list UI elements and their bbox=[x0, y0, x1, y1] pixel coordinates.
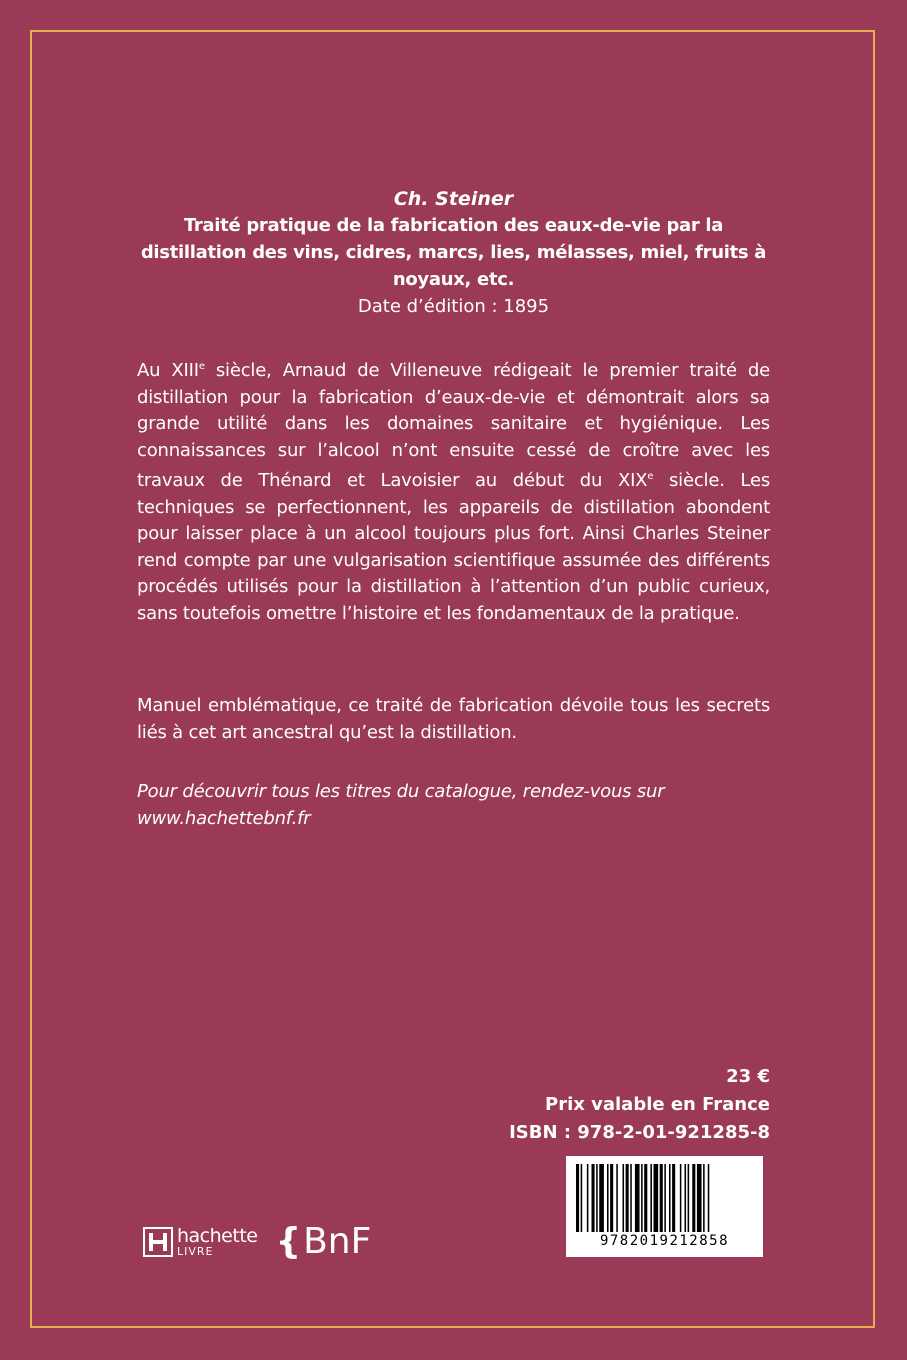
barcode-bar bbox=[680, 1164, 682, 1232]
price-amount: 23 € bbox=[726, 1066, 770, 1087]
edition-date: Date d’édition : 1895 bbox=[357, 296, 550, 317]
hachette-livre: LIVRE bbox=[177, 1245, 214, 1258]
barcode-bar bbox=[664, 1164, 666, 1232]
price-validity: Prix valable en France bbox=[545, 1094, 770, 1115]
barcode-bar bbox=[592, 1164, 595, 1232]
summary-paragraph-2: Manuel emblématique, ce traité de fabrication dévoile tous les secrets liés à cet art ancestral qu’est la distillation. bbox=[137, 695, 770, 743]
barcode-bar bbox=[697, 1164, 702, 1232]
isbn-barcode bbox=[566, 1156, 763, 1257]
barcode-bar bbox=[685, 1164, 687, 1232]
barcode-bar bbox=[607, 1164, 609, 1232]
barcode-bar bbox=[630, 1164, 632, 1232]
barcode-bar bbox=[587, 1164, 589, 1232]
superscript-e: e bbox=[647, 471, 654, 482]
barcode-bar bbox=[610, 1164, 613, 1232]
author-name: Ch. Steiner bbox=[393, 188, 514, 210]
barcode-bar bbox=[626, 1164, 629, 1232]
barcode-bar bbox=[596, 1164, 598, 1232]
barcode-bar bbox=[692, 1164, 695, 1232]
superscript-e: e bbox=[198, 361, 205, 372]
hachette-logo-icon bbox=[143, 1227, 173, 1257]
barcode-bar bbox=[654, 1164, 659, 1232]
barcode-bar bbox=[669, 1164, 671, 1232]
barcode-bar bbox=[660, 1164, 663, 1232]
publisher-logos bbox=[143, 1222, 371, 1262]
barcode-bar bbox=[616, 1164, 618, 1232]
book-title: Traité pratique de la fabrication des eaux-de-vie par la distillation des vins, cidres, marcs, lies, mélasses, miel, fruits à noyaux, etc. bbox=[140, 215, 767, 290]
barcode-bars bbox=[576, 1164, 753, 1232]
barcode-bar bbox=[708, 1164, 710, 1232]
summary-paragraph-1 bbox=[137, 354, 770, 627]
barcode-number: 9782019212858 bbox=[599, 1233, 730, 1249]
hachette-wordmark bbox=[177, 1227, 257, 1257]
barcode-bar bbox=[703, 1164, 705, 1232]
barcode-bar bbox=[581, 1164, 583, 1232]
barcode-bar bbox=[672, 1164, 675, 1232]
bnf-wordmark: BnF bbox=[303, 1221, 372, 1262]
barcode-bar bbox=[623, 1164, 625, 1232]
barcode-bar bbox=[688, 1164, 690, 1232]
summary-p1-part-b: siècle, Arnaud de Villeneuve rédigeait le premier traité de distillation pour la fabrication d’eaux-de-vie et démontrait alors sa grande utilité dans les domaines sanitaire et hygiénique. Les connaissances sur l’alcool n’ont ensuite cessé de croître avec les travaux de Thénard et Lavoisier au début du XIX bbox=[137, 360, 770, 491]
bnf-logo bbox=[275, 1221, 372, 1262]
barcode-bar bbox=[635, 1164, 640, 1232]
barcode-bar bbox=[641, 1164, 643, 1232]
barcode-bar bbox=[644, 1164, 647, 1232]
summary-p1-part-c: siècle. Les techniques se perfectionnent, les appareils de distillation abondent pour laisser place à un alcool toujours plus fort. Ainsi Charles Steiner rend compte par une vulgarisation scientifique assumée des différents procédés utilisés pour la distillation à l’attention d’un public curieux, sans toutefois omettre l’histoire et les fondamentaux de la pratique. bbox=[137, 470, 770, 624]
barcode-bar bbox=[599, 1164, 604, 1232]
catalogue-link-text: Pour découvrir tous les titres du catalogue, rendez-vous sur www.hachettebnf.fr bbox=[137, 781, 665, 829]
hachette-name: hachette bbox=[177, 1225, 258, 1247]
book-header bbox=[137, 186, 770, 320]
barcode-bar bbox=[576, 1164, 579, 1232]
bnf-brace-icon: { bbox=[275, 1221, 302, 1262]
price-block bbox=[509, 1063, 770, 1147]
summary-p1-part-a: Au XIII bbox=[137, 360, 199, 381]
barcode-bar bbox=[650, 1164, 652, 1232]
isbn-number: ISBN : 978-2-01-921285-8 bbox=[509, 1122, 770, 1143]
